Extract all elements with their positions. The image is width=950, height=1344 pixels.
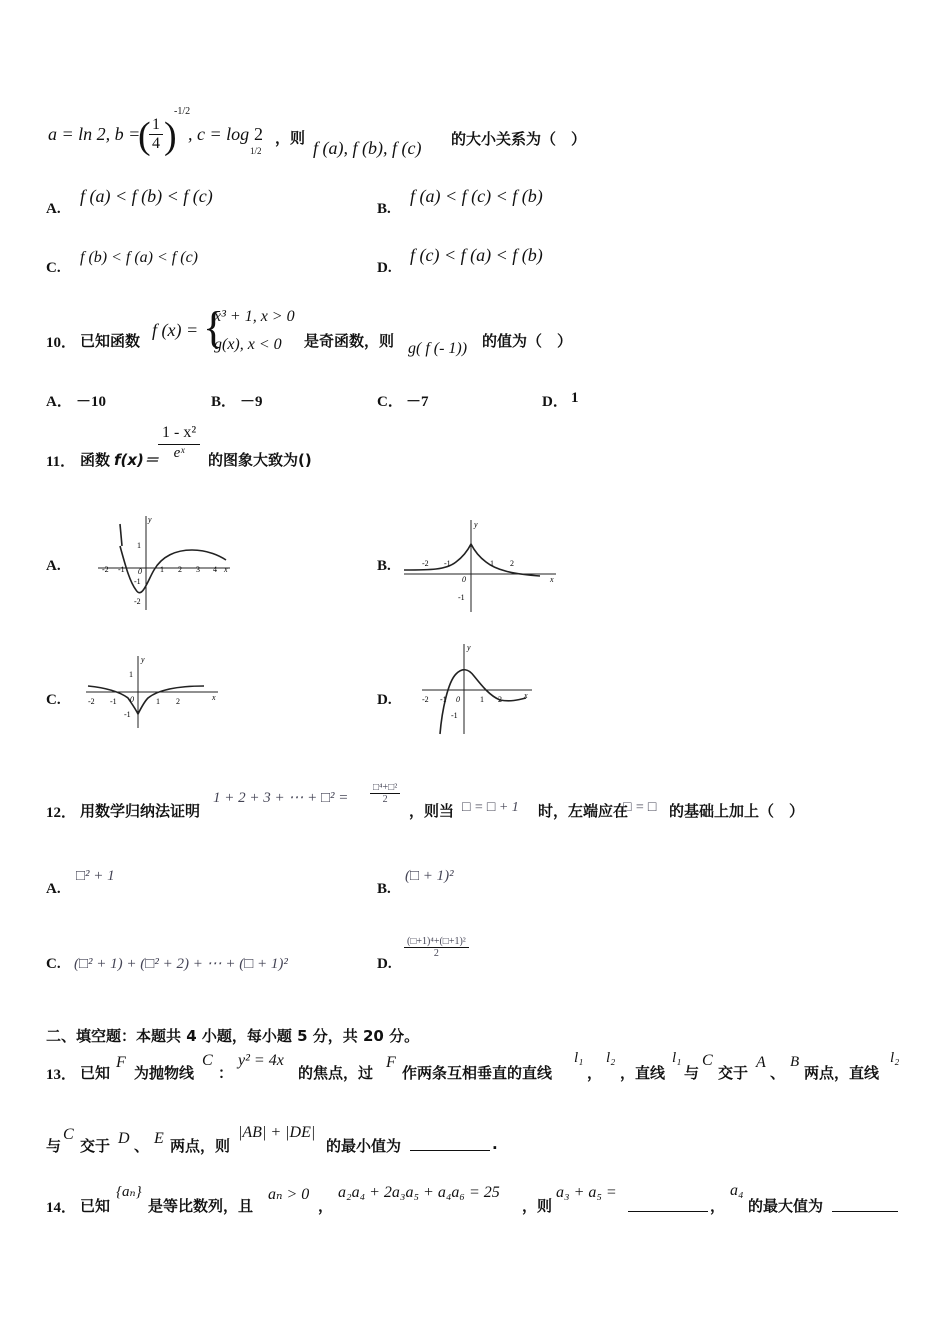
q11c-x2: 2 bbox=[176, 697, 180, 706]
q13-l2: l₂ bbox=[606, 1050, 616, 1066]
q11b-x0: 0 bbox=[462, 575, 466, 584]
q9-log-base: 1/2 bbox=[250, 146, 262, 156]
q12-tail: 的基础上加上（ ） bbox=[669, 802, 805, 820]
q11d-ym1: -1 bbox=[451, 711, 458, 720]
q13-F2: F bbox=[386, 1054, 396, 1071]
q11b-xm1: -1 bbox=[444, 559, 451, 568]
q11-option-a-label: A. bbox=[46, 558, 61, 574]
q14-t3: ， bbox=[318, 1197, 334, 1215]
q12-option-c-label: C. bbox=[46, 956, 61, 972]
q9-option-c[interactable]: f (b) < f (a) < f (c) bbox=[80, 249, 198, 266]
q10-case2: g(x), x < 0 bbox=[214, 336, 282, 353]
q14-t6: 的最大值为 bbox=[748, 1197, 824, 1215]
q12-option-c[interactable]: (□² + 1) + (□² + 2) + ⋯ + (□ + 1)² bbox=[74, 956, 288, 972]
q12-formula-den: 2 bbox=[382, 794, 388, 805]
q12-option-d-num: (□+1)⁴+(□+1)² bbox=[404, 936, 469, 948]
q13-l1b: l₁ bbox=[672, 1050, 682, 1066]
q12-formula-num: □⁴+□² bbox=[370, 782, 400, 794]
q14-answer-blank-2[interactable] bbox=[832, 1197, 898, 1212]
q10-case1: x³ + 1, x > 0 bbox=[214, 308, 295, 325]
q13-C3: C bbox=[63, 1126, 74, 1143]
q13-line2-end: . bbox=[492, 1135, 498, 1153]
q14-cond: aₙ > 0 bbox=[268, 1186, 310, 1203]
q12-option-d-label: D. bbox=[377, 956, 392, 972]
q11b-x1: 1 bbox=[490, 559, 494, 568]
q10-brace: { bbox=[203, 303, 225, 352]
q11-fx: f(x)＝ bbox=[114, 451, 159, 469]
q10-option-d-label: D． bbox=[542, 394, 568, 410]
q14-t2: 是等比数列，且 bbox=[148, 1197, 254, 1215]
q9-comma: ，则 bbox=[275, 129, 306, 147]
q9-funcs: f (a), f (b), f (c) bbox=[313, 138, 422, 158]
q13-l2b: l₂ bbox=[890, 1050, 900, 1066]
q13-line2-t4: 两点，则 bbox=[170, 1137, 231, 1155]
q10-expr: g( f (- 1)) bbox=[408, 340, 468, 357]
q11b-xm2: -2 bbox=[422, 559, 429, 568]
q9-paren-open: ( bbox=[138, 115, 151, 157]
q10-option-a[interactable]: －10 bbox=[76, 394, 107, 410]
q11a-y: y bbox=[148, 515, 152, 524]
q13-line1 bbox=[46, 1050, 906, 1084]
q9-math-c: , c = log bbox=[188, 124, 250, 144]
q13-t2: 为抛物线 bbox=[134, 1064, 195, 1082]
q14-t1: 已知 bbox=[80, 1197, 111, 1215]
q11a-y1: 1 bbox=[137, 541, 141, 550]
q13-line2-t1: 与 bbox=[46, 1137, 62, 1155]
q13-l1: l₁ bbox=[574, 1050, 584, 1066]
q9-option-d[interactable]: f (c) < f (a) < f (b) bbox=[410, 245, 543, 265]
q12-option-a[interactable]: □² + 1 bbox=[76, 868, 115, 884]
q13-line2-t3: 、 bbox=[134, 1137, 150, 1155]
q10-option-b[interactable]: －9 bbox=[240, 394, 263, 410]
q9-frac-den: 4 bbox=[152, 135, 160, 152]
q11c-x0: 0 bbox=[130, 695, 134, 704]
q11d-x1: 1 bbox=[480, 695, 484, 704]
q13-E: E bbox=[154, 1130, 164, 1147]
q11-frac-num: 1 - x² bbox=[158, 424, 200, 445]
q13-answer-blank[interactable] bbox=[410, 1136, 490, 1151]
q11c-x1: 1 bbox=[156, 697, 160, 706]
q10-lead: 已知函数 bbox=[80, 332, 141, 350]
q11a-xm2: -2 bbox=[102, 565, 109, 574]
q9-option-b[interactable]: f (a) < f (c) < f (b) bbox=[410, 186, 543, 206]
q10-number: 10． bbox=[46, 335, 77, 351]
q11a-x4: 4 bbox=[213, 565, 217, 574]
q11a-x2: 2 bbox=[178, 565, 182, 574]
q13-number: 13． bbox=[46, 1067, 77, 1083]
q12-option-d-den: 2 bbox=[433, 948, 439, 959]
q10-option-a-label: A． bbox=[46, 394, 72, 410]
q11c-ym1: -1 bbox=[124, 710, 131, 719]
q13-expr: |AB| + |DE| bbox=[238, 1124, 316, 1141]
q10-option-b-label: B． bbox=[211, 394, 237, 410]
q13-A: A bbox=[756, 1054, 766, 1071]
q13-t11: 两点，直线 bbox=[804, 1064, 880, 1082]
q12-mid2: 时，左端应在 bbox=[538, 802, 629, 820]
q13-line2-t5: 的最小值为 bbox=[326, 1137, 402, 1155]
q14-eq: a₂a₄ + 2a₃a₅ + a₄a₆ = 25 bbox=[338, 1184, 500, 1201]
q12-number: 12． bbox=[46, 805, 77, 821]
q11d-xm1: -1 bbox=[440, 695, 447, 704]
q10-tail: 的值为（ ） bbox=[482, 332, 573, 350]
q13-t4: 的焦点，过 bbox=[298, 1064, 374, 1082]
q11c-y: y bbox=[141, 655, 145, 664]
q10-option-c[interactable]: －7 bbox=[406, 394, 429, 410]
q11a-xm1: -1 bbox=[118, 565, 125, 574]
q13-C: C bbox=[202, 1052, 213, 1069]
q11a-ym1: -1 bbox=[134, 577, 141, 586]
q11d-x0: 0 bbox=[456, 695, 460, 704]
q11d-y: y bbox=[467, 643, 471, 652]
q9-paren-close: ) bbox=[164, 115, 177, 157]
q12-option-b-label: B. bbox=[377, 881, 391, 897]
q13-t6: ， bbox=[587, 1064, 603, 1082]
q11-graph-c[interactable] bbox=[84, 652, 224, 732]
q12-option-b[interactable]: (□ + 1)² bbox=[405, 868, 454, 884]
q14-seq: {aₙ} bbox=[116, 1184, 142, 1200]
q14-a4: a₄ bbox=[730, 1182, 744, 1199]
q12-mid1: ，则当 bbox=[409, 802, 455, 820]
q11-option-d-label: D. bbox=[377, 692, 392, 708]
q13-D: D bbox=[118, 1130, 130, 1147]
q9-option-d-label: D. bbox=[377, 260, 392, 276]
q11-tail: 的图象大致为() bbox=[208, 451, 312, 469]
q14-expr: a₃ + a₅ = bbox=[556, 1184, 617, 1201]
q13-line2-t2: 交于 bbox=[80, 1137, 111, 1155]
q11c-xm2: -2 bbox=[88, 697, 95, 706]
q12-lead: 用数学归纳法证明 bbox=[80, 802, 201, 820]
q9-log-arg: 2 bbox=[254, 124, 263, 144]
q13-t10: 、 bbox=[770, 1064, 786, 1082]
q9-fraction bbox=[149, 116, 163, 153]
q13-F: F bbox=[116, 1054, 126, 1071]
q11-option-c-label: C. bbox=[46, 692, 61, 708]
q10-fx: f (x) = bbox=[152, 320, 199, 340]
q11-option-b-label: B. bbox=[377, 558, 391, 574]
q11c-xm1: -1 bbox=[110, 697, 117, 706]
q10-mid: 是奇函数，则 bbox=[304, 332, 395, 350]
section-2-title: 二、填空题：本题共 4 小题，每小题 5 分，共 20 分。 bbox=[46, 1027, 420, 1045]
q13-t3: ： bbox=[218, 1064, 234, 1082]
q12-formula-frac bbox=[370, 782, 400, 805]
q9-frac-num: 1 bbox=[149, 116, 163, 135]
q11c-y1: 1 bbox=[129, 670, 133, 679]
q11a-x3: 3 bbox=[196, 565, 200, 574]
q13-t5: 作两条互相垂直的直线 bbox=[402, 1064, 553, 1082]
q11-lead: 函数 bbox=[80, 451, 111, 469]
q13-t1: 已知 bbox=[80, 1064, 111, 1082]
q13-C2: C bbox=[702, 1052, 713, 1069]
q11-graph-d[interactable] bbox=[418, 640, 538, 736]
q9-math-a: a = ln 2, b = bbox=[48, 124, 141, 144]
q14-answer-blank-1[interactable] bbox=[628, 1197, 708, 1212]
q12-option-d[interactable] bbox=[404, 936, 469, 959]
q9-exponent: -1/2 bbox=[174, 106, 191, 117]
q11d-xm2: -2 bbox=[422, 695, 429, 704]
q14-t5: ， bbox=[710, 1197, 726, 1215]
q11-graph-a[interactable] bbox=[96, 512, 236, 612]
q11d-x: x bbox=[524, 691, 528, 700]
q11c-x: x bbox=[212, 693, 216, 702]
q11b-y: y bbox=[474, 520, 478, 529]
q13-t7: ，直线 bbox=[620, 1064, 666, 1082]
q11b-x2: 2 bbox=[510, 559, 514, 568]
q12-cond: □ = □ + 1 bbox=[462, 800, 519, 815]
q12-cond2: □ = □ bbox=[623, 800, 657, 815]
q14-t4: ，则 bbox=[522, 1197, 553, 1215]
q13-t8: 与 bbox=[684, 1064, 700, 1082]
q14-number: 14． bbox=[46, 1200, 77, 1216]
q10-option-c-label: C． bbox=[377, 394, 403, 410]
q11b-x: x bbox=[550, 575, 554, 584]
q13-eq: y² = 4x bbox=[238, 1052, 284, 1069]
q12-formula: 1 + 2 + 3 + ⋯ + □² = bbox=[213, 790, 349, 806]
q13-B: B bbox=[790, 1054, 800, 1070]
q11-graph-b[interactable] bbox=[400, 516, 560, 616]
q11-fraction bbox=[158, 424, 200, 462]
q12-option-a-label: A. bbox=[46, 881, 61, 897]
q10-option-d[interactable]: 1 bbox=[571, 390, 579, 406]
q11a-x0: 0 bbox=[138, 567, 142, 576]
q11b-ym1: -1 bbox=[458, 593, 465, 602]
q14-line bbox=[46, 1180, 906, 1220]
q9-option-a[interactable]: f (a) < f (b) < f (c) bbox=[80, 186, 213, 206]
q11d-x2: 2 bbox=[498, 695, 502, 704]
q11a-ym2: -2 bbox=[134, 597, 141, 606]
q9-tail: 的大小关系为（ ） bbox=[451, 130, 587, 148]
q9-option-a-label: A. bbox=[46, 201, 61, 217]
q11a-x: x bbox=[224, 565, 228, 574]
q9-option-b-label: B. bbox=[377, 201, 391, 217]
q9-option-c-label: C. bbox=[46, 260, 61, 276]
q13-line2 bbox=[46, 1122, 566, 1156]
q11-frac-den: eˣ bbox=[173, 445, 185, 461]
q13-t9: 交于 bbox=[718, 1064, 749, 1082]
q11a-x1: 1 bbox=[160, 565, 164, 574]
q11-number: 11． bbox=[46, 454, 76, 470]
